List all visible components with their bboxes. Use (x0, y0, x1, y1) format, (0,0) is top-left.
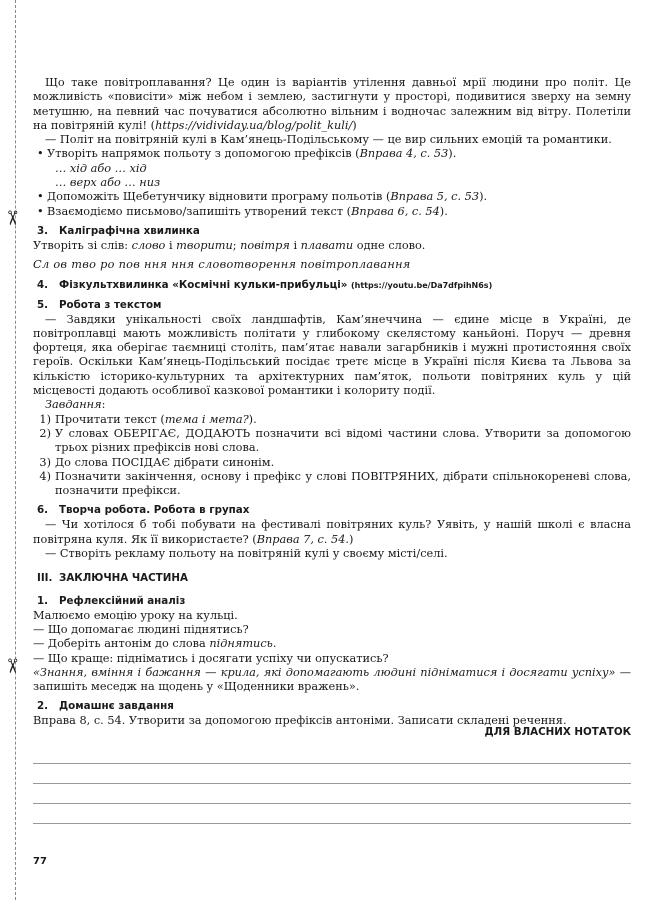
page-number: 77 (33, 856, 47, 867)
scissors-icon: ✂ (0, 209, 25, 227)
note-line[interactable] (33, 823, 631, 824)
section-heading: 3. Каліграфічна хвилинка (37, 224, 200, 237)
notes-title: ДЛЯ ВЛАСНИХ НОТАТОК (484, 726, 631, 738)
reading-text: — Завдяки унікальності своїх ландшафтів, Кам’янеччина — єдине місце в Україні, де повітроплавці мають можливість політати у глибокому скелястому каньйоні. Поруч — древня фортеця, яка оберігає таємниці століть, пам’ятає навали загарбників і мужні протистояння своїх героїв. Оскільки Кам’янець-Подільський посідає третє місце в Україні після Києва та Львова за кількістю історико-культурних та архітектурних пам’яток, польоти повітряних куль у цій місцевості додають особливої казкової романтики і колориту події. (33, 312, 631, 398)
task-item: 1) Прочитати текст (тема і мета?). (39, 412, 257, 426)
list-subitem: … верх або … низ (55, 176, 161, 190)
cut-line (15, 0, 16, 900)
list-subitem: … хід або … хід (55, 161, 147, 175)
calligraphy-line: Сл ов тво ро пов ння ння словотворення повітроплавання (33, 258, 411, 272)
section-text: — Чи хотілося б тобі побувати на фестивалі повітряних куль? Уявіть, у нашій школі є власна повітряна куля. Як її використаєте? (Вправа 7, с. 54.) (33, 518, 631, 546)
task-item: 3) До слова ПОСІДАЄ дібрати синонім. (39, 455, 275, 469)
task-item: 4) Позначити закінчення, основу і префікс у слові ПОВІТРЯНИХ, дібрати спільнокореневі слова, позначити префікси. (39, 469, 631, 498)
section-text: — Доберіть антонім до слова піднятись. (33, 637, 277, 651)
list-item: • Взаємодіємо письмово/запишіть утворений текст (Вправа 6, с. 54). (37, 204, 448, 218)
section-text: — Створіть рекламу польоту на повітряній кулі у своєму місті/селі. (45, 547, 448, 561)
intro-quote: — Політ на повітряній кулі в Кам’янець-Подільському — це вир сильних емоцій та романтики. (45, 133, 612, 147)
list-item: • Допоможіть Щебетунчику відновити програму польотів (Вправа 5, с. 53). (37, 190, 488, 204)
intro-link[interactable]: https://vidividay.ua/blog/polit_kuli/ (155, 118, 353, 132)
section-heading: 4. Фізкультхвилинка «Космічні кульки-прибульці» (https://youtu.be/Da7dfpihN6s) (37, 278, 493, 291)
section-text: — Що краще: підніматись і досягати успіху чи опускатись? (33, 651, 389, 665)
section-heading: 6. Творча робота. Робота в групах (37, 504, 250, 517)
intro-paragraph: Що таке повітроплавання? Це один із варіантів утілення давньої мрії людини про політ. Це можливість «повисіти» між небом і землею, застигнути у просторі, подивитися зверху на земну метушню, на певний час почуватися абсолютно вільним і водночас залежним від вітру. Полетіли на повітряній кулі! (https://vidividay.ua/blog/polit_kuli/) (33, 76, 631, 132)
section-heading: 1. Рефлексійний аналіз (37, 594, 186, 607)
section-text: — Що допомагає людині піднятись? (33, 622, 249, 636)
section-heading: 2. Домашнє завдання (37, 700, 174, 713)
video-link[interactable]: (https://youtu.be/Da7dfpihN6s) (351, 280, 493, 290)
task-item: 2) У словах ОБЕРІГАЄ, ДОДАЮТЬ позначити всі відомі частини слова. Утворити за допомогою трьох різних префіксів нові слова. (39, 426, 631, 455)
part-heading: III. ЗАКЛЮЧНА ЧАСТИНА (37, 572, 188, 585)
scissors-icon: ✂ (0, 657, 25, 675)
section-text: Малюємо емоцію уроку на кульці. (33, 608, 238, 622)
homework-text: Вправа 8, с. 54. Утворити за допомогою префіксів антоніми. Записати складені речення. (33, 714, 567, 728)
list-item: • Утворіть напрямок польоту з допомогою префіксів (Вправа 4, с. 53). (37, 147, 457, 161)
section-text: Утворіть зі слів: слово і творити; повітря і плавати одне слово. (33, 238, 426, 252)
tasks-label: Завдання: (45, 398, 106, 412)
section-heading: 5. Робота з текстом (37, 298, 162, 311)
quote-text: «Знання, вміння і бажання — крила, які допомагають людині підніматися і досягати успіху» — запишіть меседж на щодень у «Щоденники вражень». (33, 665, 631, 694)
page-content (33, 76, 631, 729)
note-line[interactable] (33, 803, 631, 804)
note-line[interactable] (33, 763, 631, 764)
note-line[interactable] (33, 783, 631, 784)
